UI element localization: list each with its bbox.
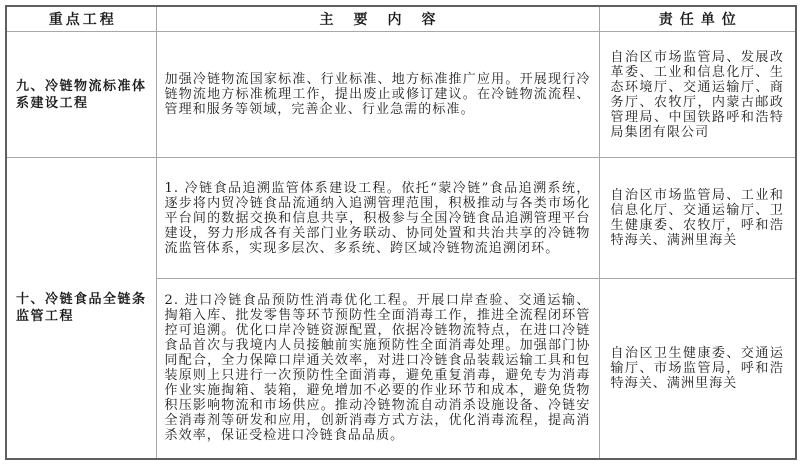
table-row-project-9 <box>6 32 796 158</box>
key-projects-table <box>5 5 797 460</box>
project-9-name: 九、冷链物流标准体系建设工程 <box>6 32 156 158</box>
header-cell-main-content: 主要内容 <box>156 6 599 32</box>
header-cell-responsible-unit: 责任单位 <box>599 6 796 32</box>
table-header-row <box>6 6 796 32</box>
project-9-content: 加强冷链物流国家标准、行业标准、地方标准推广应用。开展现行冷链物流地方标准梳理工作，提出废止或修订建议。在冷链物流流程、管理和服务等领域，完善企业、行业急需的标准。 <box>156 32 599 158</box>
header-cell-key-project: 重点工程 <box>6 6 156 32</box>
project-10-content-item-1: 1. 冷链食品追溯监管体系建设工程。依托“蒙冷链”食品追溯系统，逐步将内贸冷链食品流通纳入追溯管理范围，积极推动与各类市场化平台间的数据交换和信息共享，积极参与全国冷链食品追溯管理平台建设，努力形成各有关部门业务联动、协同处置和共治共享的冷链物流监管体系，实现多层次、多系统、跨区域冷链物流追溯闭环。 <box>156 158 599 279</box>
project-10-name: 十、冷链食品全链条监管工程 <box>6 158 156 459</box>
project-10-content-item-2: 2. 进口冷链食品预防性消毒优化工程。开展口岸查验、交通运输、掏箱入库、批发零售等环节预防性全面消毒工作，推进全流程闭环管控可追溯。优化口岸冷链资源配置，依据冷链物流特点，在进口冷链食品首次与我境内人员接触前实施预防性全面消毒处理。加强部门协同配合，全力保障口岸通关效率，对进口冷链食品装载运输工具和包装原则上只进行一次预防性全面消毒，避免重复消毒，避免专为消毒作业实施掏箱、装箱，避免增加不必要的作业环节和成本，避免货物积压影响物流和市场供应。推动冷链物流自动消杀设施设备、冷链安全消毒剂等研发和应用，创新消毒方式方法，优化消毒流程，提高消杀效率，保证受检进口冷链食品品质。 <box>156 279 599 459</box>
project-9-responsible-units: 自治区市场监管局、发展改革委、工业和信息化厅、生态环境厅、交通运输厅、商务厅、农牧厅，内蒙古邮政管理局、中国铁路呼和浩特局集团有限公司 <box>599 32 796 158</box>
project-10-responsible-units-item-2: 自治区卫生健康委、交通运输厅、市场监管局，呼和浩特海关、满洲里海关 <box>599 279 796 459</box>
table-row-project-10-sub-1 <box>6 158 796 279</box>
project-10-responsible-units-item-1: 自治区市场监管局、工业和信息化厅、交通运输厅、卫生健康委、农牧厅，呼和浩特海关、满洲里海关 <box>599 158 796 279</box>
